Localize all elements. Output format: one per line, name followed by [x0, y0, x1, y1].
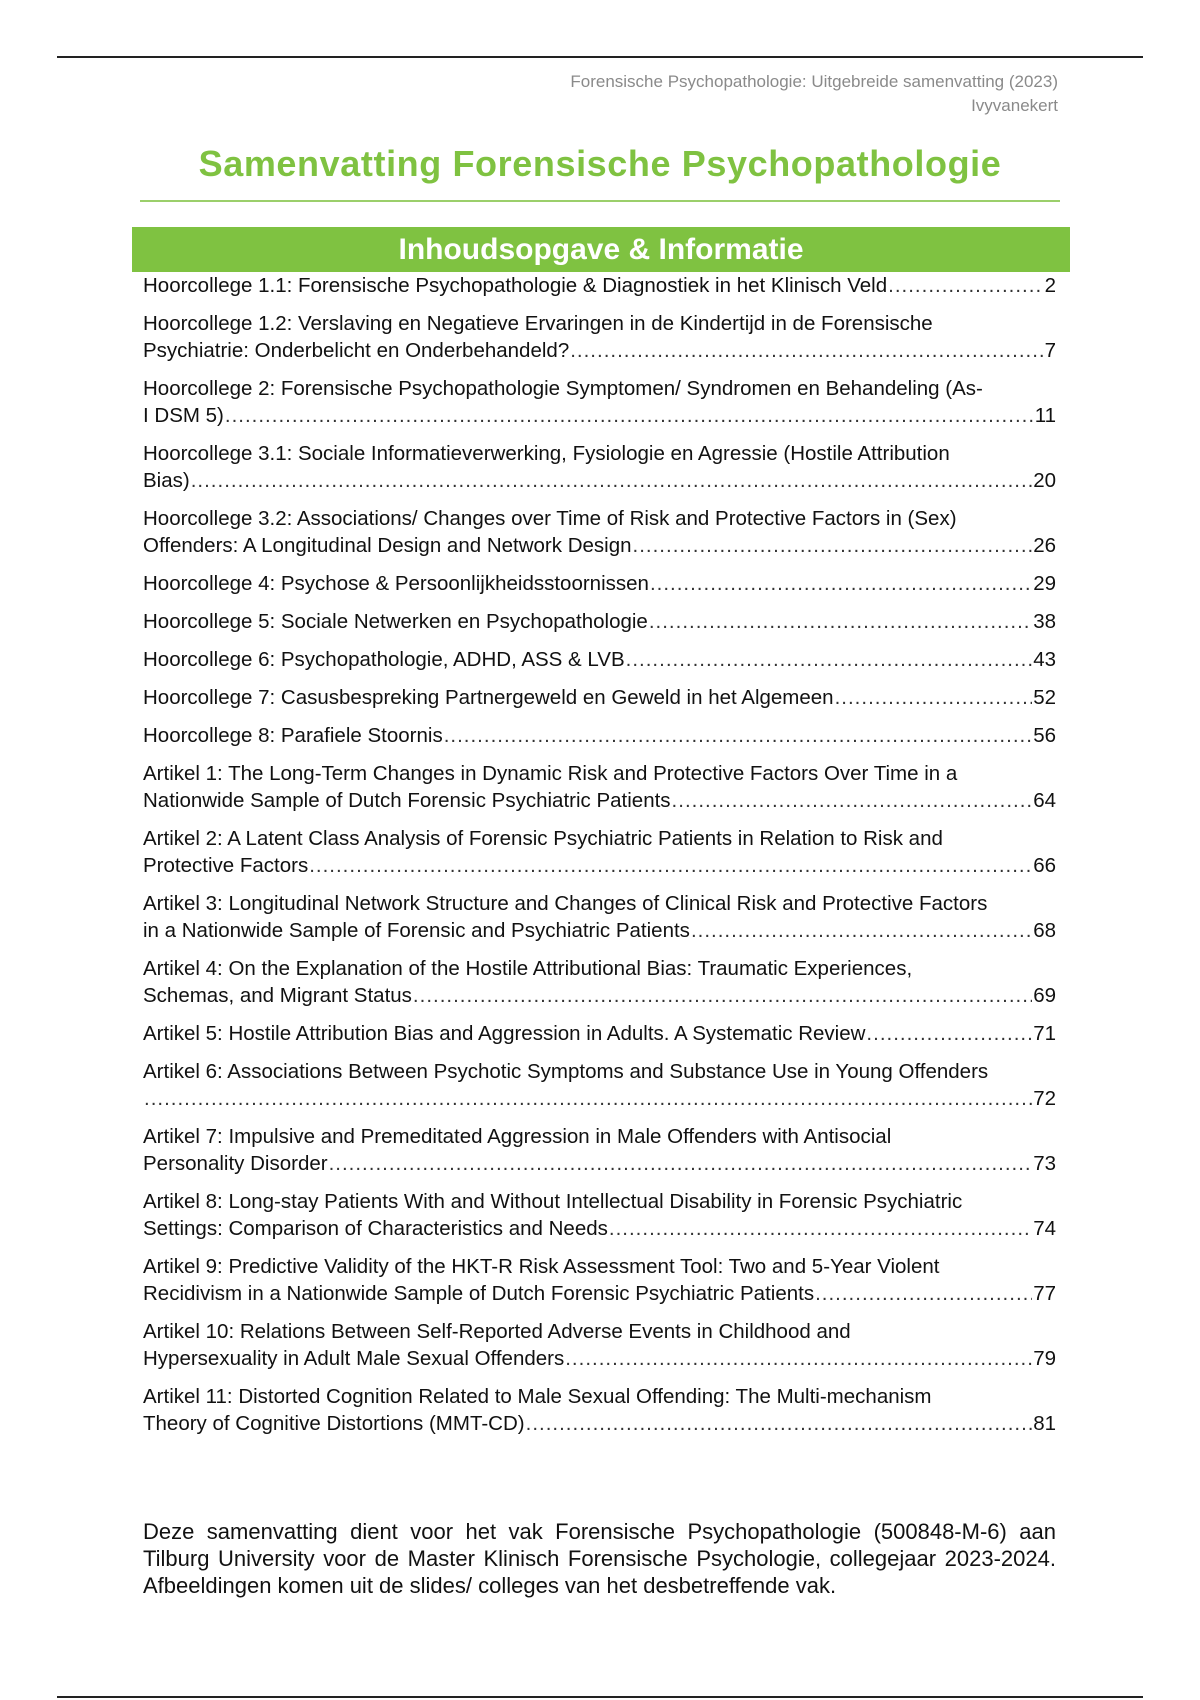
toc-entry-title: Hoorcollege 6: Psychopathologie, ADHD, ASS & LVB: [143, 648, 625, 671]
toc-entry-title: Theory of Cognitive Distortions (MMT-CD): [143, 1412, 525, 1435]
toc-entry[interactable]: [143, 646, 1056, 673]
toc-dot-leader: [225, 402, 1034, 429]
toc-entry[interactable]: [143, 890, 1056, 944]
toc-dot-leader: [649, 608, 1032, 635]
toc-entry[interactable]: [143, 955, 1056, 1009]
toc-entry[interactable]: [143, 1383, 1056, 1437]
toc-entry-title: Protective Factors: [143, 854, 309, 877]
toc-entry-title-line1: Artikel 10: Relations Between Self-Reported Adverse Events in Childhood and: [143, 1320, 851, 1343]
toc-page-number: 72: [1033, 1087, 1056, 1110]
toc-entry-title: Settings: Comparison of Characteristics and Needs: [143, 1217, 608, 1240]
toc-entry-title: Hoorcollege 5: Sociale Netwerken en Psychopathologie: [143, 610, 648, 633]
page-title: Samenvatting Forensische Psychopathologie: [198, 143, 1002, 184]
toc-entry-title: Offenders: A Longitudinal Design and Network Design: [143, 534, 632, 557]
toc-entry-title-line1: Hoorcollege 3.2: Associations/ Changes over Time of Risk and Protective Factors in (Sex): [143, 507, 957, 530]
toc-dot-leader: [309, 852, 1032, 879]
toc-entry-title: Hoorcollege 8: Parafiele Stoornis: [143, 724, 443, 747]
toc-entry-leader-line: [143, 1150, 1056, 1177]
toc-page-number: 77: [1033, 1282, 1056, 1305]
toc-entry-title: Recidivism in a Nationwide Sample of Dutch Forensic Psychiatric Patients: [143, 1282, 815, 1305]
toc-page-number: 69: [1033, 984, 1056, 1007]
toc-entry-leader-line: [143, 532, 1056, 559]
toc-entry-title-line1: Artikel 3: Longitudinal Network Structure and Changes of Clinical Risk and Protective Factors: [143, 892, 988, 915]
header-doc-line: Forensische Psychopathologie: Uitgebreide samenvatting (2023): [570, 72, 1058, 91]
toc-entry-title-line1: Artikel 6: Associations Between Psychotic Symptoms and Substance Use in Young Offenders: [143, 1060, 989, 1083]
toc-dot-leader: [526, 1410, 1033, 1437]
toc-dot-leader: [672, 787, 1033, 814]
toc-entry-leader-line: [143, 917, 1056, 944]
toc-dot-leader: [691, 917, 1032, 944]
toc-entry-leader-line: [143, 1410, 1056, 1437]
toc-dot-leader: [329, 1150, 1033, 1177]
toc-dot-leader: [815, 1280, 1032, 1307]
toc-entry-title: Personality Disorder: [143, 1152, 328, 1175]
toc-page-number: 43: [1033, 648, 1056, 671]
toc-entry-leader-line: [143, 1215, 1056, 1242]
toc-entry-title-line1: Artikel 9: Predictive Validity of the HKT-R Risk Assessment Tool: Two and 5-Year Violent: [143, 1255, 940, 1278]
toc-page-number: 71: [1033, 1022, 1056, 1045]
toc-entry[interactable]: [143, 1020, 1056, 1047]
toc-page-number: 2: [1044, 274, 1056, 297]
toc-page-number: 26: [1033, 534, 1056, 557]
toc-dot-leader: [835, 684, 1033, 711]
toc-entry[interactable]: [143, 570, 1056, 597]
toc-entry-title: Schemas, and Migrant Status: [143, 984, 412, 1007]
toc-entry-leader-line: [143, 608, 1056, 635]
toc-dot-leader: [650, 570, 1032, 597]
running-header: [570, 70, 1058, 118]
toc-entry-title: I DSM 5): [143, 404, 224, 427]
toc-entry[interactable]: [143, 440, 1056, 494]
toc-entry[interactable]: [143, 1318, 1056, 1372]
section-heading: Inhoudsopgave & Informatie: [132, 227, 1070, 272]
toc-entry[interactable]: [143, 1058, 1056, 1112]
toc-dot-leader: [866, 1020, 1032, 1047]
toc-page-number: 38: [1033, 610, 1056, 633]
toc-entry-title-line1: Artikel 1: The Long-Term Changes in Dynamic Risk and Protective Factors Over Time in a: [143, 762, 958, 785]
toc-entry-title-line1: Artikel 4: On the Explanation of the Hostile Attributional Bias: Traumatic Experiences,: [143, 957, 913, 980]
toc-entry-title-line1: Hoorcollege 2: Forensische Psychopathologie Symptomen/ Syndromen en Behandeling (As-: [143, 377, 983, 400]
toc-dot-leader: [444, 722, 1032, 749]
toc-entry-title-line1: Artikel 11: Distorted Cognition Related to Male Sexual Offending: The Multi-mechanism: [143, 1385, 932, 1408]
toc-dot-leader: [191, 467, 1032, 494]
toc-page-number: 81: [1033, 1412, 1056, 1435]
toc-entry-leader-line: [143, 722, 1056, 749]
toc-dot-leader: [626, 646, 1033, 673]
toc-entry[interactable]: [143, 1123, 1056, 1177]
toc-entry-leader-line: [143, 337, 1056, 364]
toc-dot-leader: [144, 1085, 1032, 1112]
toc-entry-leader-line: [143, 1020, 1056, 1047]
toc-entry-title: Bias): [143, 469, 190, 492]
toc-entry-leader-line: [143, 684, 1056, 711]
toc-entry-leader-line: [143, 646, 1056, 673]
toc-entry-title: Hoorcollege 4: Psychose & Persoonlijkheidsstoornissen: [143, 572, 649, 595]
toc-entry[interactable]: [143, 608, 1056, 635]
toc-entry[interactable]: [143, 760, 1056, 814]
toc-entry-leader-line: [143, 402, 1056, 429]
top-rule: [57, 56, 1143, 58]
toc-page-number: 64: [1033, 789, 1056, 812]
toc-page-number: 20: [1033, 469, 1056, 492]
toc-entry[interactable]: [143, 1188, 1056, 1242]
toc-dot-leader: [565, 1345, 1032, 1372]
toc-entry-leader-line: [143, 570, 1056, 597]
toc-dot-leader: [633, 532, 1033, 559]
toc-entry-title: in a Nationwide Sample of Forensic and Psychiatric Patients: [143, 919, 690, 942]
toc-entry-title: Artikel 5: Hostile Attribution Bias and Aggression in Adults. A Systematic Review: [143, 1022, 866, 1045]
toc-page-number: 68: [1033, 919, 1056, 942]
toc-page-number: 29: [1033, 572, 1056, 595]
toc-dot-leader: [888, 272, 1043, 299]
toc-dot-leader: [570, 337, 1043, 364]
toc-entry[interactable]: [143, 310, 1056, 364]
toc-entry-title: Hoorcollege 1.1: Forensische Psychopathologie & Diagnostiek in het Klinisch Veld: [143, 274, 888, 297]
toc-page-number: 79: [1033, 1347, 1056, 1370]
toc-entry[interactable]: [143, 1253, 1056, 1307]
toc-entry-title-line1: Artikel 2: A Latent Class Analysis of Forensic Psychiatric Patients in Relation to Risk and: [143, 827, 943, 850]
toc-entry-leader-line: [143, 272, 1056, 299]
toc-entry-title: Nationwide Sample of Dutch Forensic Psychiatric Patients: [143, 789, 671, 812]
toc-entry-title-line1: Hoorcollege 3.1: Sociale Informatieverwerking, Fysiologie en Agressie (Hostile Attribution: [143, 442, 950, 465]
toc-page-number: 73: [1033, 1152, 1056, 1175]
toc-entry-leader-line: [143, 852, 1056, 879]
toc-entry-title-line1: Artikel 8: Long-stay Patients With and Without Intellectual Disability in Forensic Psychiatric: [143, 1190, 963, 1213]
header-author: Ivyvanekert: [971, 96, 1058, 115]
toc-entry-leader-line: [143, 467, 1056, 494]
toc-entry-title: Psychiatrie: Onderbelicht en Onderbehandeld?: [143, 339, 570, 362]
toc-entry-leader-line: [143, 982, 1056, 1009]
toc-entry-title: Hypersexuality in Adult Male Sexual Offenders: [143, 1347, 565, 1370]
toc-entry-title-line1: Artikel 7: Impulsive and Premeditated Aggression in Male Offenders with Antisocial: [143, 1125, 892, 1148]
toc-entry[interactable]: [143, 722, 1056, 749]
table-of-contents: [143, 272, 1056, 1448]
toc-entry-title-line1: Hoorcollege 1.2: Verslaving en Negatieve Ervaringen in de Kindertijd in de Forensische: [143, 312, 933, 335]
toc-entry[interactable]: [143, 825, 1056, 879]
toc-page-number: 7: [1044, 339, 1056, 362]
toc-page-number: 52: [1033, 686, 1056, 709]
toc-entry-leader-line: [143, 1085, 1056, 1112]
course-info-paragraph: Deze samenvatting dient voor het vak Forensische Psychopathologie (500848-M-6) aan Tilburg University voor de Master Klinisch Forensische Psychologie, collegejaar 2023-2024. Afbeeldingen komen uit de slides/ colleges van het desbetreffende vak.: [143, 1519, 1056, 1598]
toc-page-number: 66: [1033, 854, 1056, 877]
toc-page-number: 56: [1033, 724, 1056, 747]
toc-entry[interactable]: [143, 375, 1056, 429]
toc-entry[interactable]: [143, 272, 1056, 299]
toc-entry[interactable]: [143, 684, 1056, 711]
toc-entry-leader-line: [143, 787, 1056, 814]
toc-dot-leader: [413, 982, 1032, 1009]
toc-page-number: 11: [1034, 404, 1056, 427]
toc-dot-leader: [609, 1215, 1032, 1242]
toc-entry-leader-line: [143, 1345, 1056, 1372]
title-underline: [140, 200, 1060, 202]
toc-entry-leader-line: [143, 1280, 1056, 1307]
toc-page-number: 74: [1033, 1217, 1056, 1240]
toc-entry[interactable]: [143, 505, 1056, 559]
toc-entry-title: Hoorcollege 7: Casusbespreking Partnergeweld en Geweld in het Algemeen: [143, 686, 834, 709]
bottom-rule: [57, 1696, 1143, 1698]
